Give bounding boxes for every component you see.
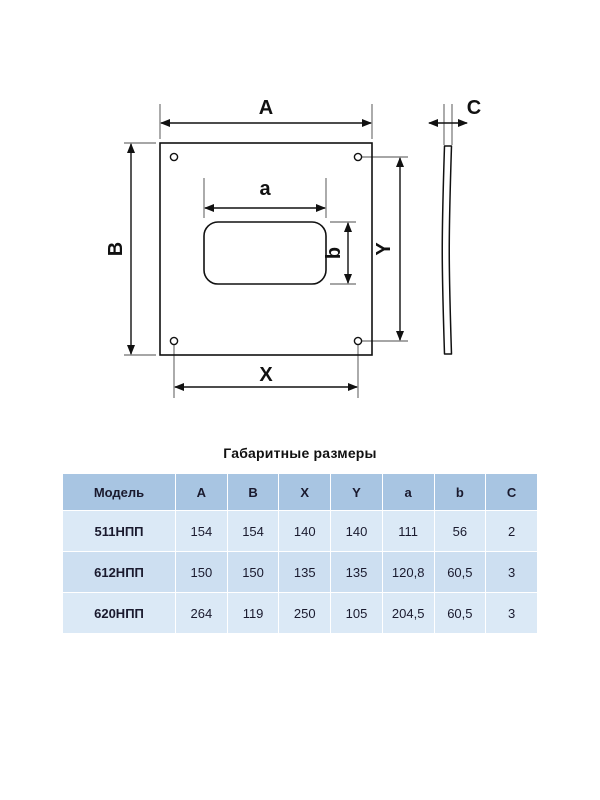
cell-a-upper: 264 [176,593,228,634]
cell-b-upper: 154 [227,511,279,552]
table-body [63,511,538,634]
cell-b-lower: 60,5 [434,552,486,593]
table-row [63,552,538,593]
cell-y: 105 [331,593,383,634]
table-header-a-lower: a [382,474,434,511]
table-header-b-lower: b [434,474,486,511]
cell-b-upper: 119 [227,593,279,634]
cell-c: 2 [486,511,538,552]
dimension-label-b: b [323,246,345,260]
cell-c: 3 [486,593,538,634]
table-header-x: X [279,474,331,511]
rectangular-opening [204,222,326,284]
table-header-c: C [486,474,538,511]
cell-b-upper: 150 [227,552,279,593]
dimension-label-C: C [466,97,482,119]
table-header-b-upper: B [227,474,279,511]
table-header-model: Модель [63,474,176,511]
cell-a-upper: 154 [176,511,228,552]
dimension-label-A: A [258,97,274,119]
table-header-a-upper: A [176,474,228,511]
cell-y: 135 [331,552,383,593]
cell-c: 3 [486,552,538,593]
cell-model: 612НПП [63,552,176,593]
dimension-label-a: a [259,178,271,200]
cell-model: 511НПП [63,511,176,552]
dimension-label-Y: Y [373,242,395,256]
cell-a-lower: 204,5 [382,593,434,634]
cell-a-upper: 150 [176,552,228,593]
dimensions-table [62,473,538,634]
cell-y: 140 [331,511,383,552]
cell-model: 620НПП [63,593,176,634]
cell-a-lower: 120,8 [382,552,434,593]
cell-x: 250 [279,593,331,634]
dimension-label-B: B [105,241,127,257]
table-row [63,593,538,634]
cell-b-lower: 60,5 [434,593,486,634]
cell-a-lower: 111 [382,511,434,552]
table-header-row [63,474,538,511]
cell-b-lower: 56 [434,511,486,552]
side-view-profile [442,146,451,354]
dimensions-table-section [62,445,538,634]
table-header-y: Y [331,474,383,511]
cell-x: 140 [279,511,331,552]
table-row [63,511,538,552]
table-header [63,474,538,511]
dimension-label-X: X [259,364,273,386]
table-title: Габаритные размеры [223,445,377,461]
cell-x: 135 [279,552,331,593]
